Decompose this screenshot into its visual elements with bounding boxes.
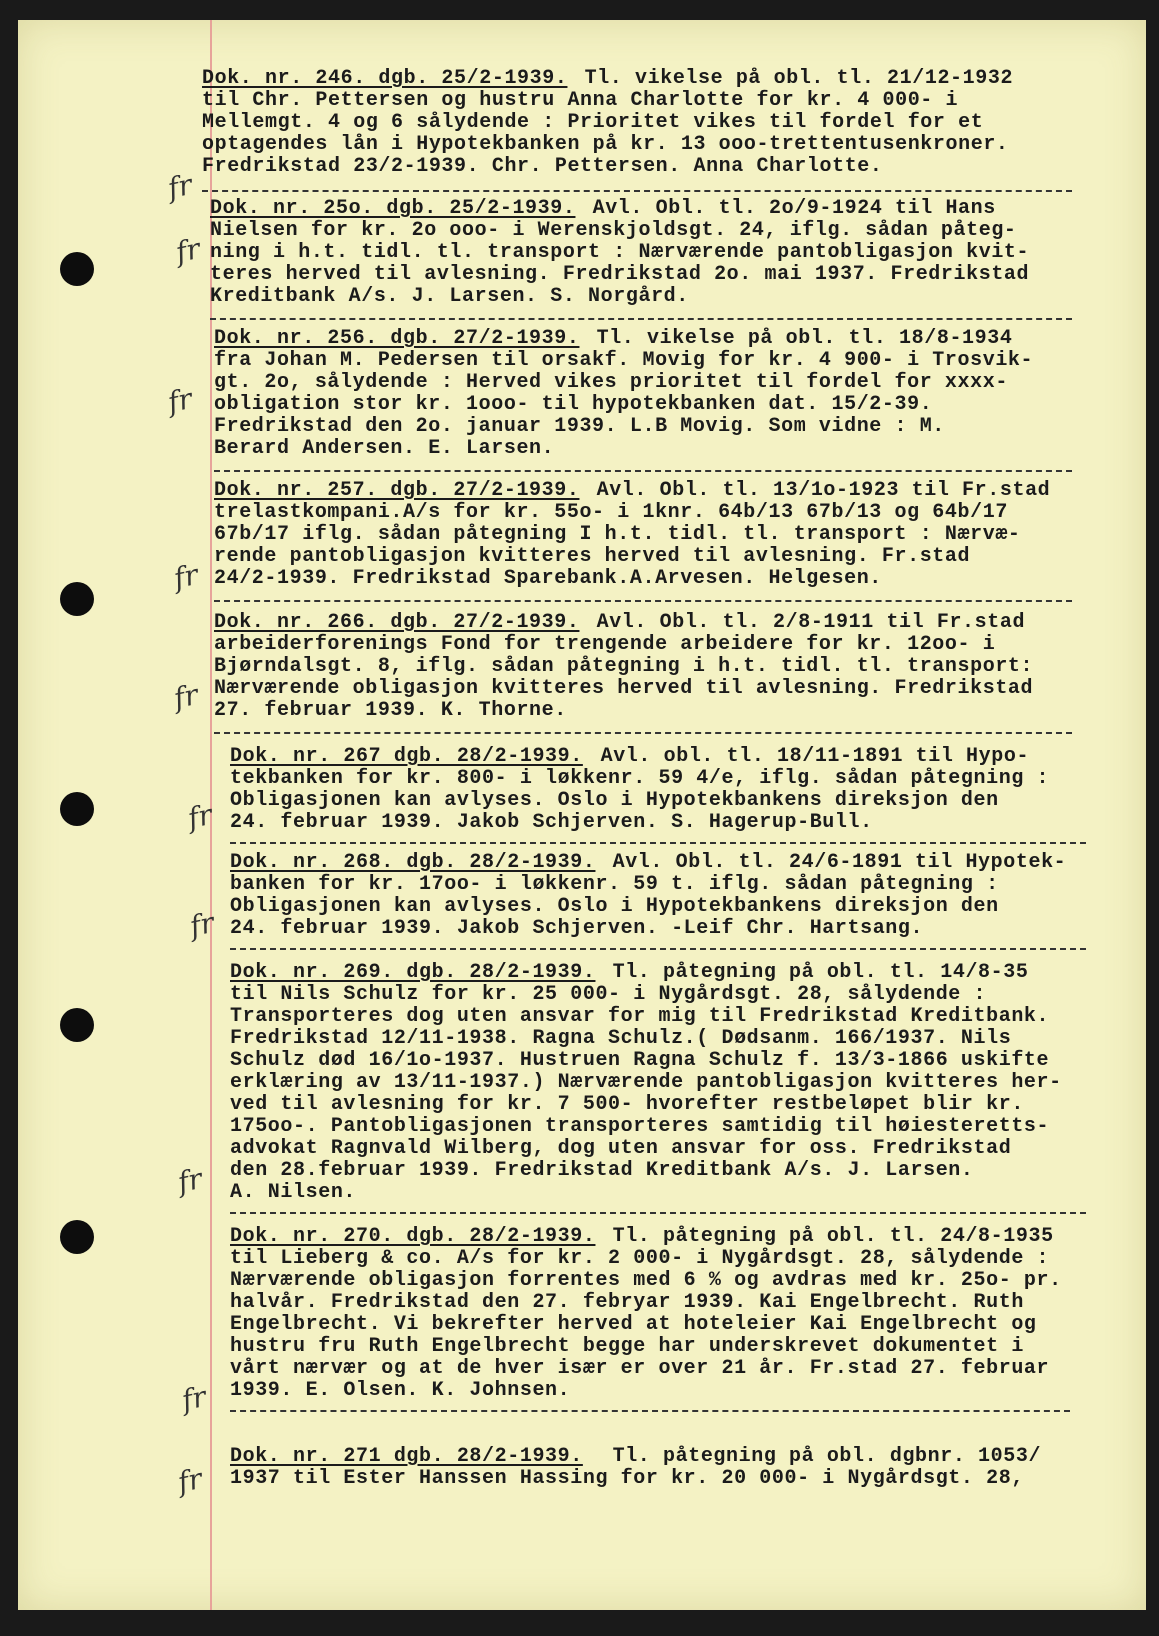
- punch-hole: [60, 582, 94, 616]
- entry-head: Dok. nr. 257. dgb. 27/2-1939.: [214, 479, 580, 502]
- margin-note: fr: [170, 557, 201, 596]
- entry-line: Nielsen for kr. 2o ooo- i Werenskjoldsgt. 24, iflg. sådan påteg-: [210, 219, 1017, 242]
- entry-line: hustru fru Ruth Engelbrecht begge har underskrevet dokumentet i: [230, 1335, 1024, 1358]
- entry-line: tekbanken for kr. 800- i løkkenr. 59 4/e, iflg. sådan påtegning :: [230, 767, 1050, 790]
- entry-line: Bjørndalsgt. 8, iflg. sådan påtegning i h.t. tidl. tl. transport:: [214, 655, 1034, 678]
- entry-line: Nærværende obligasjon kvitteres herved til avlesning. Fredrikstad: [214, 677, 1034, 700]
- separator: [230, 1212, 1086, 1214]
- entry-line: gt. 2o, sålydende : Herved vikes prioritet til fordel for xxxx-: [214, 371, 1008, 394]
- entry-head: Dok. nr. 256. dgb. 27/2-1939.: [214, 327, 580, 350]
- entry-line: A. Nilsen.: [230, 1181, 357, 1204]
- entry-line: Schulz død 16/1o-1937. Hustruen Ragna Schulz f. 13/3-1866 uskifte: [230, 1049, 1050, 1072]
- entry-line: Transporteres dog uten ansvar for mig til Fredrikstad Kreditbank.: [230, 1005, 1050, 1028]
- entry-line: 1937 til Ester Hanssen Hassing for kr. 20 000- i Nygårdsgt. 28,: [230, 1467, 1024, 1490]
- entry-line: fra Johan M. Pedersen til orsakf. Movig for kr. 4 900- i Trosvik-: [214, 349, 1034, 372]
- entry-line: 67b/17 iflg. sådan påtegning I h.t. tidl. tl. transport : Nærvæ-: [214, 523, 1021, 546]
- entry-line: halvår. Fredrikstad den 27. febryar 1939. Kai Engelbrecht. Ruth: [230, 1291, 1024, 1314]
- margin-note: fr: [164, 381, 195, 420]
- entry-line: ning i h.t. tidl. tl. transport : Nærværende pantobligasjon kvit-: [210, 241, 1030, 264]
- entry-line: Tl. vikelse på obl. tl. 21/12-1932: [572, 67, 1014, 90]
- entry-line: vårt nærvær og at de hver især er over 21 år. Fr.stad 27. februar: [230, 1357, 1050, 1380]
- separator: [210, 318, 1072, 320]
- entry-line: den 28.februar 1939. Fredrikstad Kreditbank A/s. J. Larsen.: [230, 1159, 974, 1182]
- entry-line: ved til avlesning for kr. 7 500- hvorefter restbeløpet blir kr.: [230, 1093, 1024, 1116]
- entry-line: 27. februar 1939. K. Thorne.: [214, 699, 567, 722]
- punch-hole: [60, 792, 94, 826]
- entry-head: Dok. nr. 268. dgb. 28/2-1939.: [230, 851, 596, 874]
- entry-line: til Chr. Pettersen og hustru Anna Charlotte for kr. 4 000- i: [202, 89, 959, 112]
- entry-line: Avl. Obl. tl. 2o/9-1924 til Hans: [580, 197, 996, 220]
- separator: [230, 842, 1086, 844]
- entry-line: til Lieberg & co. A/s for kr. 2 000- i Nygårdsgt. 28, sålydende :: [230, 1247, 1050, 1270]
- entry-line: Tl. påtegning på obl. tl. 14/8-35: [600, 961, 1029, 984]
- entry-line: Avl. Obl. tl. 13/1o-1923 til Fr.stad: [584, 479, 1051, 502]
- margin-note: fr: [186, 905, 217, 944]
- margin-note: fr: [164, 167, 195, 206]
- separator: [214, 470, 1072, 472]
- separator: [230, 948, 1086, 950]
- entry-line: Avl. obl. tl. 18/11-1891 til Hypo-: [588, 745, 1030, 768]
- entry-line: til Nils Schulz for kr. 25 000- i Nygårdsgt. 28, sålydende :: [230, 983, 987, 1006]
- entry-head: Dok. nr. 25o. dgb. 25/2-1939.: [210, 197, 576, 220]
- entry-line: Engelbrecht. Vi bekrefter herved at hoteleier Kai Engelbrecht og: [230, 1313, 1037, 1336]
- entry-head: Dok. nr. 271 dgb. 28/2-1939.: [230, 1445, 583, 1468]
- entry-line: Berard Andersen. E. Larsen.: [214, 437, 555, 460]
- entry-line: erklæring av 13/11-1937.) Nærværende pantobligasjon kvitteres her-: [230, 1071, 1062, 1094]
- margin-note: fr: [170, 677, 201, 716]
- entry-line: Tl. vikelse på obl. tl. 18/8-1934: [584, 327, 1013, 350]
- entry-line: Avl. Obl. tl. 24/6-1891 til Hypotek-: [600, 851, 1067, 874]
- entry-line: 24/2-1939. Fredrikstad Sparebank.A.Arvesen. Helgesen.: [214, 567, 882, 590]
- entry-line: Avl. Obl. tl. 2/8-1911 til Fr.stad: [584, 611, 1026, 634]
- entry-head: Dok. nr. 267 dgb. 28/2-1939.: [230, 745, 583, 768]
- entry-head: Dok. nr. 246. dgb. 25/2-1939.: [202, 67, 568, 90]
- entry-line: Tl. påtegning på obl. tl. 24/8-1935: [600, 1225, 1054, 1248]
- entry-head: Dok. nr. 270. dgb. 28/2-1939.: [230, 1225, 596, 1248]
- entry-head: Dok. nr. 269. dgb. 28/2-1939.: [230, 961, 596, 984]
- entry-line: Fredrikstad den 2o. januar 1939. L.B Movig. Som vidne : M.: [214, 415, 945, 438]
- entry-line: teres herved til avlesning. Fredrikstad 2o. mai 1937. Fredrikstad: [210, 263, 1030, 286]
- punch-hole: [60, 1220, 94, 1254]
- entry-line: trelastkompani.A/s for kr. 55o- i 1knr. 64b/13 67b/13 og 64b/17: [214, 501, 1008, 524]
- margin-note: fr: [172, 231, 203, 270]
- entry-line: 24. februar 1939. Jakob Schjerven. S. Hagerup-Bull.: [230, 811, 873, 834]
- document-page: [18, 20, 1146, 1610]
- entry-line: Fredrikstad 23/2-1939. Chr. Pettersen. Anna Charlotte.: [202, 155, 883, 178]
- margin-note: fr: [174, 1161, 205, 1200]
- entry-line: optagendes lån i Hypotekbanken på kr. 13 ooo-trettentusenkroner.: [202, 133, 1009, 156]
- margin-note: fr: [184, 797, 215, 836]
- margin-note: fr: [174, 1461, 205, 1500]
- entry-head: Dok. nr. 266. dgb. 27/2-1939.: [214, 611, 580, 634]
- entry-line: 175oo-. Pantobligasjonen transporteres samtidig til høiesteretts-: [230, 1115, 1050, 1138]
- margin-note: fr: [178, 1379, 209, 1418]
- entry-line: Obligasjonen kan avlyses. Oslo i Hypotekbankens direksjon den: [230, 789, 999, 812]
- entry-line: 1939. E. Olsen. K. Johnsen.: [230, 1379, 571, 1402]
- separator: [202, 190, 1072, 192]
- entry-line: obligation stor kr. 1ooo- til hypotekbanken dat. 15/2-39.: [214, 393, 933, 416]
- entry-line: Kreditbank A/s. J. Larsen. S. Norgård.: [210, 285, 689, 308]
- separator: [214, 732, 1072, 734]
- entry-line: banken for kr. 17oo- i løkkenr. 59 t. iflg. sådan påtegning :: [230, 873, 999, 896]
- separator: [214, 600, 1072, 602]
- entry-line: rende pantobligasjon kvitteres herved til avlesning. Fr.stad: [214, 545, 971, 568]
- entry-line: Fredrikstad 12/11-1938. Ragna Schulz.( Dødsanm. 166/1937. Nils: [230, 1027, 1012, 1050]
- entry-line: Obligasjonen kan avlyses. Oslo i Hypotekbankens direksjon den: [230, 895, 999, 918]
- entry-line: arbeiderforenings Fond for trengende arbeidere for kr. 12oo- i: [214, 633, 996, 656]
- entry-line: advokat Ragnvald Wilberg, dog uten ansvar for oss. Fredrikstad: [230, 1137, 1012, 1160]
- entry-line: Tl. påtegning på obl. dgbnr. 1053/: [600, 1445, 1042, 1468]
- punch-hole: [60, 1008, 94, 1042]
- entry-line: Mellemgt. 4 og 6 sålydende : Prioritet vikes til fordel for et: [202, 111, 984, 134]
- entry-line: 24. februar 1939. Jakob Schjerven. -Leif Chr. Hartsang.: [230, 917, 924, 940]
- punch-hole: [60, 252, 94, 286]
- separator: [230, 1410, 1070, 1412]
- entry-line: Nærværende obligasjon forrentes med 6 % og avdras med kr. 25o- pr.: [230, 1269, 1062, 1292]
